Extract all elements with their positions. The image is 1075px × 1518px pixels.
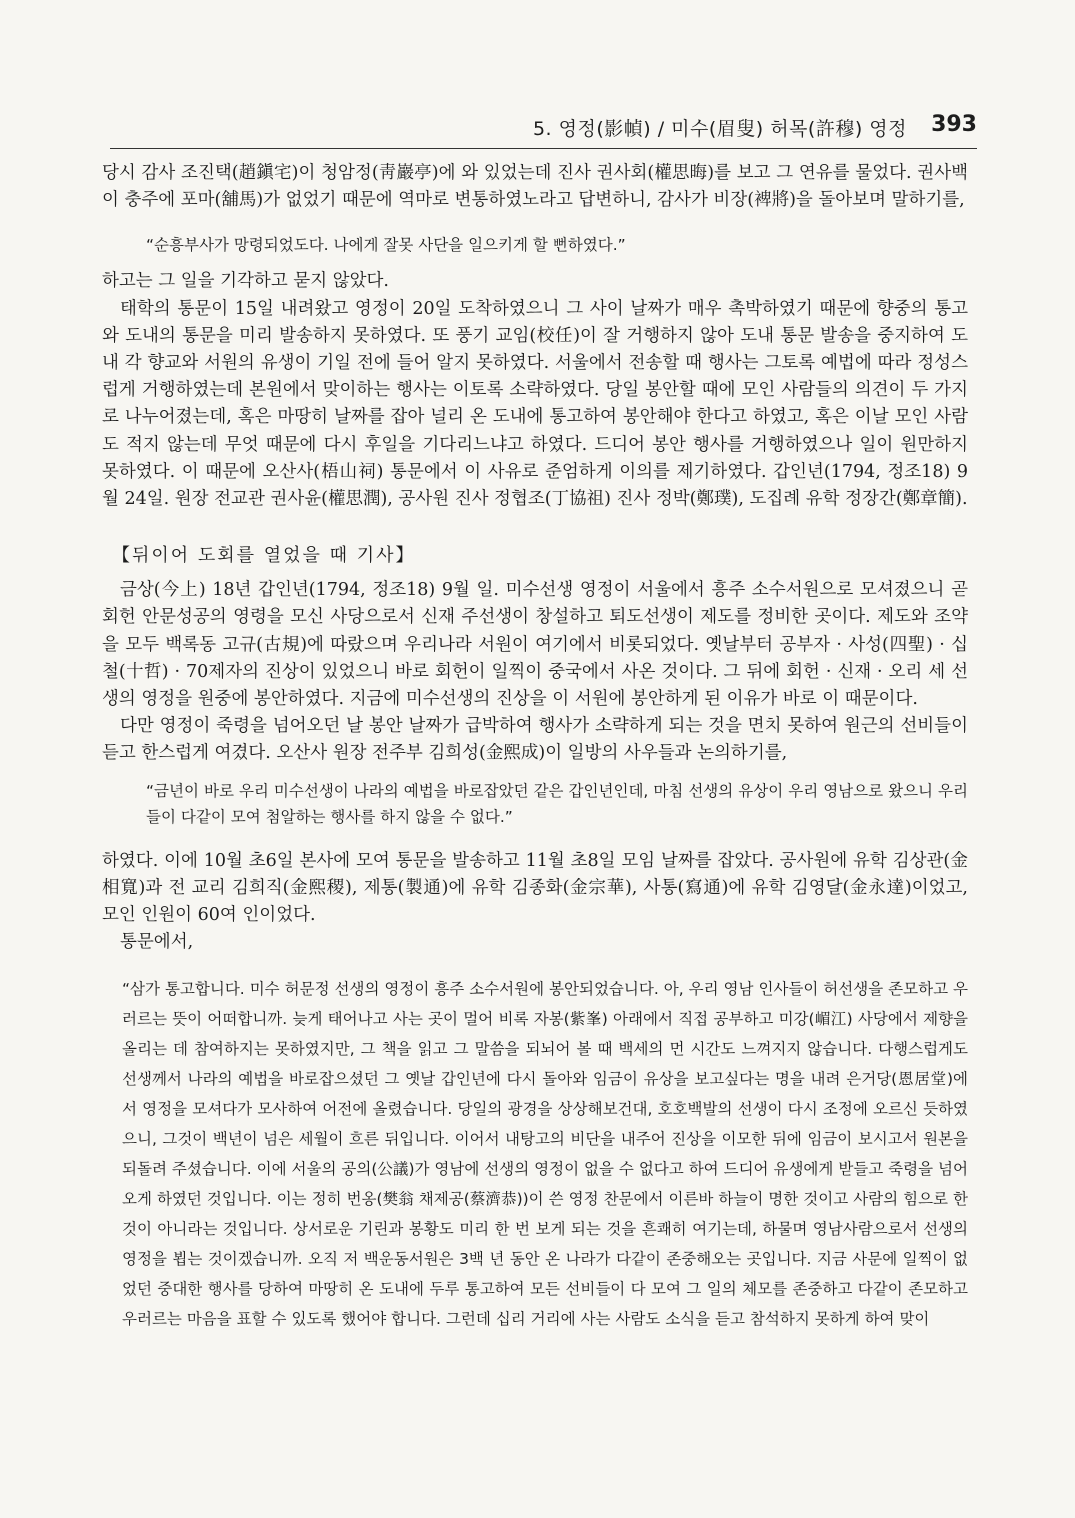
running-header-title: 5. 영정(影幀) / 미수(眉叟) 허목(許穆) 영정 [532,118,907,140]
running-header [110,112,977,149]
paragraph-6: 하였다. 이에 10월 초6일 본사에 모여 통문을 발송하고 11월 초8일 모임 날짜를 잡았다. 공사원에 유학 김상관(金相寬)과 전 교리 김희직(金熙稷), 제통(製通)에 유학 김종화(金宗華), 사통(寫通)에 유학 김영달(金永達)이었고, 모인 인원이 60여 인이었다. [102,850,968,926]
paragraph-5: 다만 영정이 죽령을 넘어오던 날 봉안 날짜가 급박하여 행사가 소략하게 되는 것을 면치 못하여 원근의 선비들이 듣고 한스럽게 여겼다. 오산사 원장 전주부 김희성(金熙成)이 일방의 사우들과 논의하기를, [102,716,968,764]
paragraph-7: 통문에서, [120,932,194,953]
quote-1: “순흥부사가 망령되었도다. 나에게 잘못 사단을 일으키게 할 뻔하였다.” [146,236,626,255]
paragraph-1: 당시 감사 조진택(趙鎭宅)이 청암정(靑巖亭)에 와 있었는데 진사 권사회(權思晦)를 보고 그 연유를 물었다. 권사백이 충주에 포마(舖馬)가 없었기 때문에 역마로 변통하였노라고 답변하니, 감사가 비장(裨將)을 돌아보며 말하기를, [102,163,968,211]
body-text [102,160,968,1334]
paragraph-2: 하고는 그 일을 기각하고 묻지 않았다. [102,271,389,292]
quote-3: “삼가 통고합니다. 미수 허문정 선생의 영정이 흥주 소수서원에 봉안되었습니다. 아, 우리 영남 인사들이 허선생을 존모하고 우러르는 뜻이 어떠합니까. 늦게 태어나고 사는 곳이 멀어 비록 자봉(紫峯) 아래에서 직접 공부하고 미강(嵋江) 사당에서 제향을 올리는 데 참여하지는 못하였지만, 그 책을 읽고 그 말씀을 되뇌어 볼 때 백세의 먼 시간도 느껴지지 않습니다. 다행스럽게도 선생께서 나라의 예법을 바로잡으셨던 그 옛날 갑인년에 다시 돌아와 임금이 유상을 보고싶다는 명을 내려 은거당(恩居堂)에서 영정을 모셔다가 모사하여 어전에 올렸습니다. 당일의 광경을 상상해보건대, 호호백발의 선생이 다시 조정에 오르신 듯하였으니, 그것이 백년이 넘은 세월이 흐른 뒤입니다. 이어서 내탕고의 비단을 내주어 진상을 이모한 뒤에 임금이 보시고서 원본을 되돌려 주셨습니다. 이에 서울의 공의(公議)가 영남에 선생의 영정이 없을 수 없다고 하여 드디어 유생에게 받들고 죽령을 넘어오게 하였던 것입니다. 이는 정히 번옹(樊翁 채제공(蔡濟恭))이 쓴 영정 찬문에서 이른바 하늘이 명한 것이고 사람의 힘으로 한 것이 아니라는 것입니다. 상서로운 기린과 봉황도 미리 한 번 보게 되는 것을 흔쾌히 여기는데, 하물며 영남사람으로서 선생의 영정을 뵙는 것이겠습니까. 오직 저 백운동서원은 3백 년 동안 온 나라가 다같이 존중해오는 곳입니다. 지금 사문에 일찍이 없었던 중대한 행사를 당하여 마땅히 온 도내에 두루 통고하여 모든 선비들이 다 모여 그 일의 체모를 존중하고 다같이 존모하고 우러르는 마음을 표할 수 있도록 했어야 합니다. 그런데 십리 거리에 사는 사람도 소식을 듣고 참석하지 못하게 하여 맞이 [122,980,968,1329]
paragraph-3: 태학의 통문이 15일 내려왔고 영정이 20일 도착하였으니 그 사이 날짜가 매우 촉박하였기 때문에 향중의 통고와 도내의 통문을 미리 발송하지 못하였다. 또 풍기 교임(校任)이 잘 거행하지 않아 도내 통문 발송을 중지하여 도내 각 향교와 서원의 유생이 기일 전에 들어 알지 못하였다. 서울에서 전송할 때 행사는 그토록 예법에 따라 정성스럽게 거행하였는데 본원에서 맞이하는 행사는 이토록 소략하였다. 당일 봉안할 때에 모인 사람들의 의견이 두 가지로 나누어졌는데, 혹은 마땅히 날짜를 잡아 널리 온 도내에 통고하여 봉안해야 한다고 하였고, 혹은 이날 모인 사람도 적지 않는데 무엇 때문에 다시 후일을 기다리느냐고 하였다. 드디어 봉안 행사를 거행하였으나 일이 원만하지 못하였다. 이 때문에 오산사(梧山祠) 통문에서 이 사유로 준엄하게 이의를 제기하였다. 갑인년(1794, 정조18) 9월 24일. 원장 전교관 권사윤(權思潤), 공사원 진사 정협조(丁協祖) 진사 정박(鄭璞), 도집례 유학 정장간(鄭章簡). [102,298,968,510]
section-heading: 【뒤이어 도회를 열었을 때 기사】 [112,545,416,567]
paragraph-4: 금상(今上) 18년 갑인년(1794, 정조18) 9월 일. 미수선생 영정이 서울에서 흥주 소수서원으로 모셔졌으니 곧 회헌 안문성공의 영령을 모신 사당으로서 신재 주선생이 창설하고 퇴도선생이 제도를 정비한 곳이다. 제도와 조약을 모두 백록동 고규(古規)에 따랐으며 우리나라 서원이 여기에서 비롯되었다. 옛날부터 공부자 · 사성(四聖) · 십철(十哲) · 70제자의 진상이 있었으니 바로 회헌이 일찍이 중국에서 사온 것이다. 그 뒤에 회헌 · 신재 · 오리 세 선생의 영정을 원중에 봉안하였다. 지금에 미수선생의 진상을 이 서원에 봉안하게 된 이유가 바로 이 때문이다. [102,580,968,710]
quote-2: “금년이 바로 우리 미수선생이 나라의 예법을 바로잡았던 같은 갑인년인데, 마침 선생의 유상이 우리 영남으로 왔으니 우리들이 다같이 모여 첨알하는 행사를 하지 않을 수 없다.” [146,781,968,826]
page-number: 393 [931,112,977,137]
